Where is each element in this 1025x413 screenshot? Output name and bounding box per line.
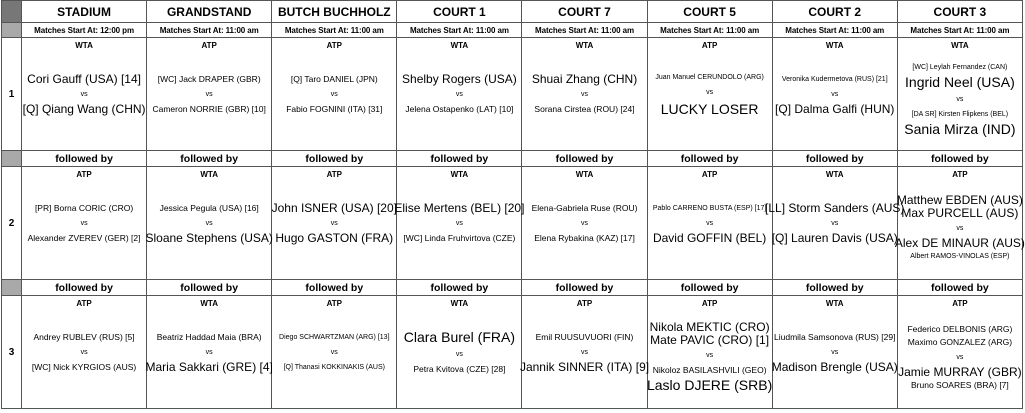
followed-by-label: followed by: [897, 151, 1022, 167]
match-cell[interactable]: [22, 167, 147, 280]
match-cell[interactable]: [147, 38, 272, 151]
match-players: [648, 167, 772, 279]
player-name: [WC] Leylah Fernandez (CAN): [912, 63, 1008, 71]
tour-label: ATP: [76, 299, 92, 308]
order-of-play-table: [1, 0, 1023, 409]
followed-by-label: followed by: [897, 280, 1022, 296]
match-players: [147, 167, 271, 279]
vs-label: vs: [956, 224, 964, 232]
player-name: John ISNER (USA) [20]: [271, 200, 397, 215]
player-name: Liudmila Samsonova (RUS) [29]: [774, 331, 896, 342]
start-time: Matches Start At: 12:00 pm: [22, 23, 147, 38]
followed-by-row: [2, 280, 1023, 296]
match-players: [272, 38, 396, 150]
match-row: [2, 167, 1023, 280]
vs-label: vs: [330, 348, 338, 356]
stripe-cell: [2, 151, 22, 167]
player-name: [WC] Jack DRAPER (GBR): [157, 73, 261, 84]
player-name: Diego SCHWARTZMAN (ARG) [13]: [279, 333, 390, 341]
match-row: [2, 296, 1023, 409]
match-cell[interactable]: [647, 38, 772, 151]
tour-label: ATP: [576, 299, 593, 308]
player-name: Jannik SINNER (ITA) [9]: [519, 359, 650, 374]
player-name: Elena Rybakina (KAZ) [17]: [534, 232, 635, 243]
followed-by-label: followed by: [22, 151, 147, 167]
vs-label: vs: [706, 219, 714, 227]
vs-label: vs: [205, 348, 213, 356]
match-players: [648, 291, 772, 413]
player-name: Sloane Stephens (USA): [145, 230, 273, 245]
match-cell[interactable]: [647, 167, 772, 280]
match-players: [22, 296, 146, 408]
player-name: [Q] Lauren Davis (USA): [771, 230, 898, 245]
match-row: [2, 38, 1023, 151]
player-name: [Q] Dalma Galfi (HUN): [775, 101, 895, 116]
followed-by-label: followed by: [272, 151, 397, 167]
player-name: Shuai Zhang (CHN): [531, 71, 638, 86]
followed-by-label: followed by: [772, 280, 897, 296]
player-name: Mate PAVIC (CRO) [1]: [650, 332, 770, 347]
round-number: 1: [2, 38, 22, 151]
match-players: [898, 291, 1022, 413]
player-name: Elise Mertens (BEL) [20]: [394, 200, 525, 215]
tour-label: ATP: [326, 41, 342, 50]
tour-label: ATP: [952, 170, 968, 179]
player-name: Sania Mirza (IND): [904, 120, 1016, 137]
match-cell[interactable]: [394, 167, 525, 280]
player-name: Andrey RUBLEV (RUS) [5]: [33, 331, 135, 342]
start-time: Matches Start At: 11:00 am: [522, 23, 647, 38]
match-cell[interactable]: [397, 38, 522, 151]
match-cell[interactable]: [272, 296, 397, 409]
match-cell[interactable]: [22, 296, 147, 409]
match-players: [773, 296, 897, 408]
player-name: Matthew EBDEN (AUS): [896, 192, 1023, 207]
vs-label: vs: [831, 90, 839, 98]
vs-label: vs: [581, 348, 588, 356]
player-name: Cori Gauff (USA) [14]: [27, 71, 141, 86]
match-players: [519, 296, 650, 408]
vs-label: vs: [581, 219, 588, 227]
player-name: Jessica Pegula (USA) [16]: [159, 202, 259, 213]
tour-label: ATP: [701, 41, 718, 50]
match-cell[interactable]: [772, 296, 897, 409]
vs-label: vs: [80, 90, 88, 98]
match-cell[interactable]: [147, 167, 272, 280]
court-header: COURT 1: [397, 1, 522, 23]
match-players: [397, 296, 521, 408]
vs-label: vs: [706, 351, 714, 359]
match-players: [22, 167, 146, 279]
player-name: Ingrid Neel (USA): [905, 73, 1015, 90]
tour-label: WTA: [450, 41, 469, 50]
match-players: [394, 167, 525, 279]
player-name: Shelby Rogers (USA): [402, 71, 517, 86]
tour-label: ATP: [701, 170, 718, 179]
court-header: COURT 3: [897, 1, 1022, 23]
start-time: Matches Start At: 11:00 am: [772, 23, 897, 38]
court-header: BUTCH BUCHHOLZ: [272, 1, 397, 23]
match-cell[interactable]: [397, 296, 522, 409]
player-name: [PR] Borna CORIC (CRO): [34, 202, 134, 213]
vs-label: vs: [455, 219, 463, 227]
corner-cell: [2, 1, 22, 23]
tour-label: ATP: [326, 170, 342, 179]
tour-label: WTA: [200, 170, 218, 179]
vs-label: vs: [330, 90, 338, 98]
vs-label: vs: [706, 88, 714, 96]
player-name: Petra Kvitova (CZE) [28]: [413, 363, 506, 374]
tour-label: ATP: [76, 170, 92, 179]
tour-label: WTA: [951, 41, 969, 50]
followed-by-label: followed by: [772, 151, 897, 167]
vs-label: vs: [831, 219, 839, 227]
match-cell[interactable]: [147, 296, 272, 409]
vs-label: vs: [455, 350, 463, 358]
vs-label: vs: [956, 353, 964, 361]
player-name: Alex DE MINAUR (AUS): [894, 235, 1025, 250]
match-players: [397, 38, 521, 150]
player-name: Nikola MEKTIC (CRO): [649, 319, 770, 334]
court-header: COURT 7: [522, 1, 647, 23]
player-name: Jamie MURRAY (GBR): [898, 364, 1022, 379]
vs-label: vs: [205, 219, 213, 227]
followed-by-label: followed by: [397, 280, 522, 296]
match-players: [522, 38, 646, 150]
match-players: [648, 38, 772, 150]
tour-label: WTA: [450, 299, 469, 308]
stripe-cell: [2, 280, 22, 296]
player-name: Hugo GASTON (FRA): [275, 230, 394, 245]
player-name: Emil RUUSUVUORI (FIN): [535, 331, 634, 342]
start-time: Matches Start At: 11:00 am: [897, 23, 1022, 38]
tour-label: WTA: [825, 41, 844, 50]
followed-by-row: [2, 151, 1023, 167]
start-time: Matches Start At: 11:00 am: [647, 23, 772, 38]
followed-by-label: followed by: [647, 280, 772, 296]
match-players: [773, 38, 897, 150]
vs-label: vs: [581, 90, 588, 98]
followed-by-label: followed by: [397, 151, 522, 167]
player-name: Laslo DJERE (SRB): [646, 376, 773, 393]
match-cell[interactable]: [647, 296, 772, 409]
player-name: Elena-Gabriela Ruse (ROU): [531, 202, 638, 213]
start-time: Matches Start At: 11:00 am: [272, 23, 397, 38]
tour-label: ATP: [201, 41, 217, 50]
player-name: Bruno SOARES (BRA) [7]: [910, 379, 1009, 390]
player-name: [LL] Storm Sanders (AUS): [765, 200, 905, 215]
player-name: Max PURCELL (AUS): [901, 205, 1019, 220]
player-name: Veronika Kudermetova (RUS) [21]: [781, 75, 888, 83]
player-name: Cameron NORRIE (GBR) [10]: [152, 103, 266, 114]
match-players: [898, 33, 1022, 155]
round-number: 2: [2, 167, 22, 280]
court-header: COURT 5: [647, 1, 772, 23]
match-cell[interactable]: [272, 167, 397, 280]
court-header: STADIUM: [22, 1, 147, 23]
vs-label: vs: [330, 219, 338, 227]
match-cell[interactable]: [894, 167, 1025, 280]
followed-by-label: followed by: [272, 280, 397, 296]
stripe-cell: [2, 23, 22, 38]
court-header: COURT 2: [772, 1, 897, 23]
start-time-row: [2, 23, 1023, 38]
match-players: [272, 167, 396, 279]
player-name: Sorana Cirstea (ROU) [24]: [534, 103, 635, 114]
player-name: [WC] Linda Fruhvirtova (CZE): [403, 232, 516, 243]
round-number: 3: [2, 296, 22, 409]
player-name: [WC] Nick KYRGIOS (AUS): [31, 361, 137, 372]
match-cell[interactable]: [772, 38, 897, 151]
player-name: Maria Sakkari (GRE) [4]: [145, 359, 273, 374]
tour-label: WTA: [450, 170, 469, 179]
followed-by-label: followed by: [147, 280, 272, 296]
match-players: [894, 162, 1025, 284]
player-name: Pablo CARRENO BUSTA (ESP) [17]: [652, 204, 767, 212]
tour-label: WTA: [825, 170, 844, 179]
tour-label: WTA: [825, 299, 844, 308]
player-name: David GOFFIN (BEL): [652, 230, 767, 245]
tour-label: WTA: [75, 41, 93, 50]
tour-label: ATP: [326, 299, 342, 308]
player-name: Jelena Ostapenko (LAT) [10]: [405, 103, 514, 114]
match-cell[interactable]: [765, 167, 905, 280]
match-players: [147, 296, 271, 408]
player-name: Madison Brengle (USA): [771, 359, 898, 374]
tour-label: ATP: [952, 299, 968, 308]
tour-label: WTA: [575, 170, 594, 179]
followed-by-label: followed by: [522, 280, 647, 296]
match-cell[interactable]: [272, 38, 397, 151]
followed-by-label: followed by: [147, 151, 272, 167]
player-name: Juan Manuel CERUNDOLO (ARG): [655, 73, 764, 81]
player-name: [DA SR] Kirsten Flipkens (BEL): [911, 110, 1009, 118]
match-cell[interactable]: [22, 38, 147, 151]
start-time: Matches Start At: 11:00 am: [147, 23, 272, 38]
player-name: [Q] Thanasi KOKKINAKIS (AUS): [283, 363, 385, 371]
match-cell[interactable]: [897, 296, 1022, 409]
player-name: Maximo GONZALEZ (ARG): [907, 336, 1013, 347]
match-cell[interactable]: [522, 167, 647, 280]
start-time: Matches Start At: 11:00 am: [397, 23, 522, 38]
court-header-row: [2, 1, 1023, 23]
tour-label: ATP: [701, 299, 718, 308]
match-cell[interactable]: [897, 38, 1022, 151]
vs-label: vs: [205, 90, 213, 98]
match-players: [522, 167, 646, 279]
vs-label: vs: [455, 90, 463, 98]
player-name: Albert RAMOS-VINOLAS (ESP): [910, 252, 1010, 260]
followed-by-label: followed by: [647, 151, 772, 167]
followed-by-label: followed by: [522, 151, 647, 167]
player-name: Fabio FOGNINI (ITA) [31]: [286, 103, 383, 114]
player-name: LUCKY LOSER: [660, 100, 759, 117]
match-cell[interactable]: [519, 296, 650, 409]
player-name: Federico DELBONIS (ARG): [907, 323, 1013, 334]
player-name: Clara Burel (FRA): [403, 328, 516, 345]
vs-label: vs: [80, 348, 88, 356]
player-name: Nikoloz BASILASHVILI (GEO): [652, 364, 767, 375]
match-cell[interactable]: [522, 38, 647, 151]
player-name: [Q] Taro DANIEL (JPN): [290, 73, 378, 84]
tour-label: WTA: [200, 299, 218, 308]
vs-label: vs: [831, 348, 839, 356]
court-header: GRANDSTAND: [147, 1, 272, 23]
player-name: [Q] Qiang Wang (CHN): [22, 101, 146, 116]
player-name: Alexander ZVEREV (GER) [2]: [27, 232, 141, 243]
match-players: [765, 167, 905, 279]
match-players: [22, 38, 146, 150]
vs-label: vs: [956, 95, 964, 103]
followed-by-label: followed by: [22, 280, 147, 296]
tour-label: WTA: [575, 41, 594, 50]
match-players: [147, 38, 271, 150]
vs-label: vs: [80, 219, 88, 227]
player-name: Beatriz Haddad Maia (BRA): [156, 331, 262, 342]
match-players: [272, 296, 396, 408]
